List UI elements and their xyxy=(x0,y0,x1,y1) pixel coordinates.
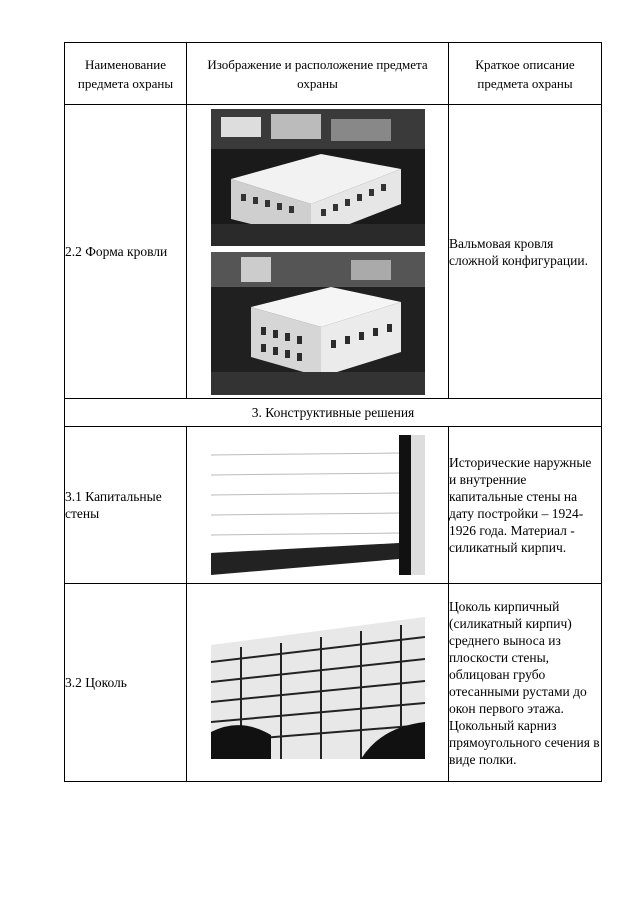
header-description: Краткое описание предмета охраны xyxy=(449,43,602,105)
roof-aerial-photo-2 xyxy=(211,252,425,395)
plinth-rustication-photo xyxy=(211,607,425,759)
section-title: 3. Конструктивные решения xyxy=(65,399,602,427)
row-name: 3.2 Цоколь xyxy=(65,584,187,782)
header-name: Наименование предмета охраны xyxy=(65,43,187,105)
table-header-row xyxy=(65,43,602,105)
row-images xyxy=(187,105,449,399)
table-row xyxy=(65,427,602,584)
roof-aerial-photo-1 xyxy=(211,109,425,246)
row-images xyxy=(187,584,449,782)
row-name: 2.2 Форма кровли xyxy=(65,105,187,399)
heritage-table xyxy=(64,42,602,782)
row-description: Цоколь кирпичный (силикатный кирпич) среднего выноса из плоскости стены, облицован грубо отесанными рустами до окон первого этажа. Цокольный карниз прямоугольного сечения в виде полки. xyxy=(449,584,602,782)
table-row xyxy=(65,105,602,399)
section-row xyxy=(65,399,602,427)
row-name: 3.1 Капитальные стены xyxy=(65,427,187,584)
header-image: Изображение и расположение предмета охраны xyxy=(187,43,449,105)
table-row xyxy=(65,584,602,782)
row-description: Исторические наружные и внутренние капитальные стены на дату постройки – 1924-1926 года. Материал - силикатный кирпич. xyxy=(449,427,602,584)
row-images xyxy=(187,427,449,584)
row-description: Вальмовая кровля сложной конфигурации. xyxy=(449,105,602,399)
wall-corner-photo xyxy=(211,435,425,575)
